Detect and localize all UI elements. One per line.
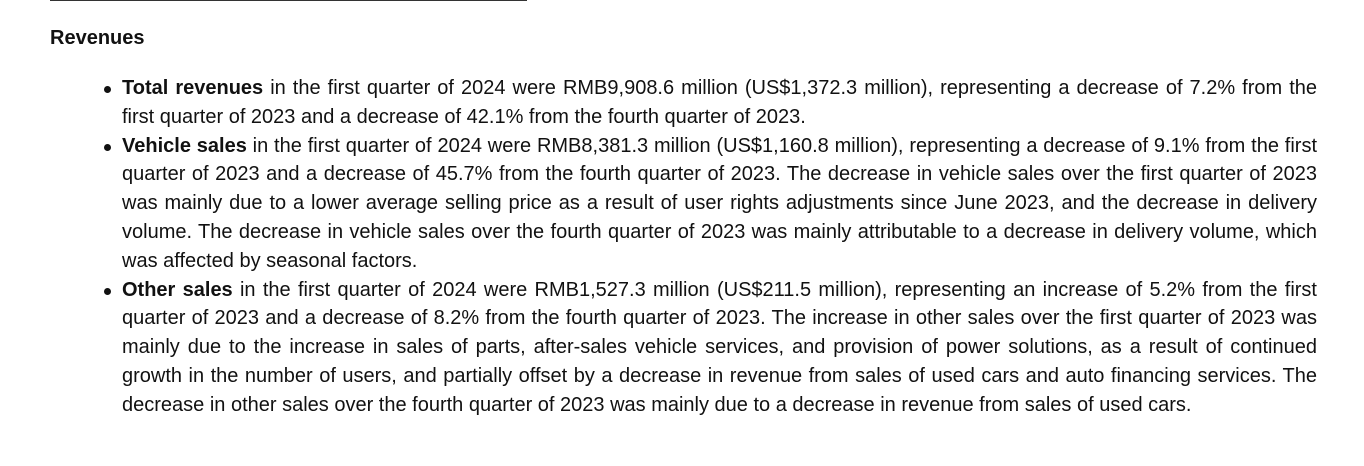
- bullet-other-sales: [122, 276, 1317, 420]
- bullet-lead: Vehicle sales: [122, 134, 247, 157]
- bullet-text: in the first quarter of 2024 were RMB1,527.3 million (US$211.5 million), representing an increase of 5.2% from the first quarter of 2023 and a decrease of 8.2% from the fourth quarter of 2023. The increase in other sales over the first quarter of 2023 was mainly due to the increase in sales of parts, after-sales vehicle services, and provision of power solutions, as a result of continued growth in the number of users, and partially offset by a decrease in revenue from sales of used cars and auto financing services. The decrease in other sales over the fourth quarter of 2023 was mainly due to a decrease in revenue from sales of used cars.: [122, 278, 1317, 416]
- bullet-text: in the first quarter of 2024 were RMB8,381.3 million (US$1,160.8 million), representing a decrease of 9.1% from the first quarter of 2023 and a decrease of 45.7% from the fourth quarter of 2023. The decrease in vehicle sales over the first quarter of 2023 was mainly due to a lower average selling price as a result of user rights adjustments since June 2023, and the decrease in delivery volume. The decrease in vehicle sales over the fourth quarter of 2023 was mainly attributable to a decrease in delivery volume, which was affected by seasonal factors.: [122, 134, 1317, 272]
- bullet-total-revenues: [122, 74, 1317, 132]
- bullet-text: in the first quarter of 2024 were RMB9,908.6 million (US$1,372.3 million), representing a decrease of 7.2% from the first quarter of 2023 and a decrease of 42.1% from the fourth quarter of 2023.: [122, 77, 1318, 128]
- bullet-lead: Total revenues: [122, 77, 264, 99]
- bullet-icon: [104, 86, 111, 93]
- bullet-vehicle-sales: [122, 132, 1317, 276]
- bullet-icon: [104, 144, 111, 151]
- bullet-icon: [104, 288, 111, 295]
- section-heading: Revenues: [50, 27, 145, 49]
- bullet-lead: Other sales: [122, 278, 233, 301]
- revenue-bullet-list: [122, 74, 1317, 420]
- top-divider: [50, 0, 527, 1]
